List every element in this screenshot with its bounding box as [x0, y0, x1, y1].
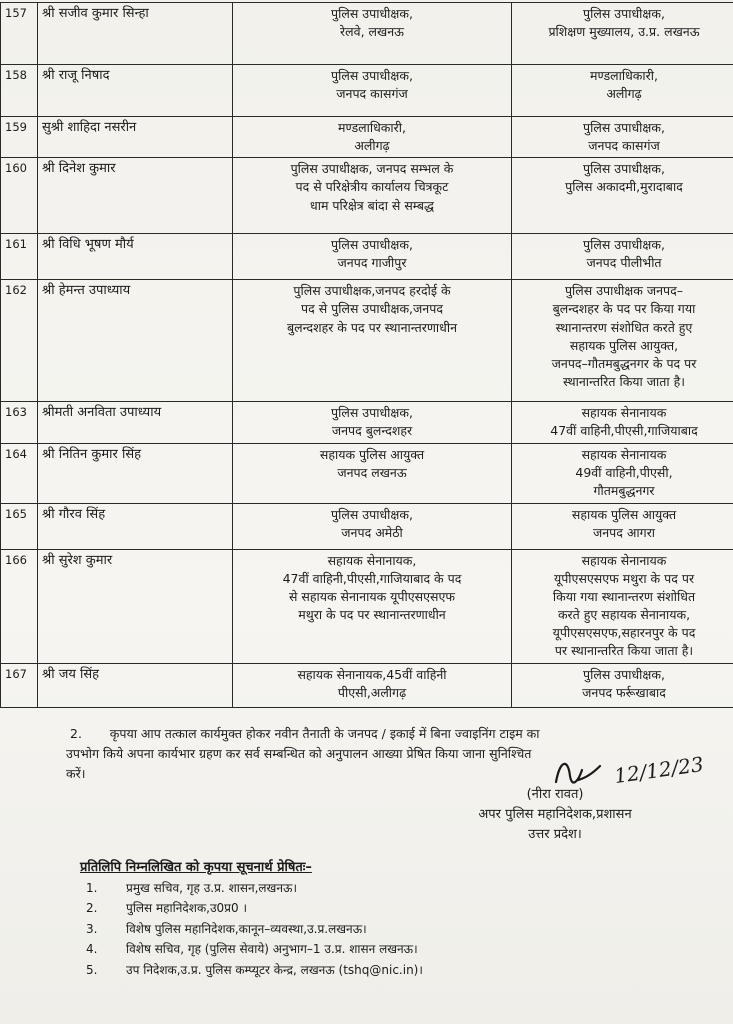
- table-row: [1, 663, 733, 707]
- posting-line: सहायक सेनानायक: [581, 446, 667, 462]
- posting-line: पुलिस उपाधीक्षक,: [583, 6, 665, 21]
- table-row: [1, 443, 733, 503]
- officer-name-cell: श्री जय सिंह: [38, 663, 233, 707]
- new-posting-cell: [512, 3, 733, 65]
- posting-line: जनपद–गौतमबुद्धनगर के पद पर: [551, 355, 697, 371]
- instruction-line-2: उपभोग किये अपना कार्यभार ग्रहण कर सर्व सम्बन्धित को अनुपालन आख्या प्रेषित किया जाना सुनिश्चित: [66, 746, 532, 761]
- posting-line: धाम परिक्षेत्र बांदा से सम्बद्ध: [310, 197, 434, 213]
- new-posting-cell: [512, 117, 733, 158]
- table-row: [1, 549, 733, 663]
- copy-recipient-item: [86, 878, 423, 898]
- table-row: [1, 503, 733, 549]
- posting-line: 47वीं वाहिनी,पीएसी,गाजियाबाद: [550, 423, 698, 439]
- current-posting-cell: [233, 234, 512, 280]
- posting-line: गौतमबुद्धनगर: [593, 482, 655, 498]
- officer-name: (नीरा रावत): [526, 787, 584, 802]
- serial-number-cell: 167: [1, 663, 38, 707]
- instruction-number: 2.: [70, 726, 82, 741]
- serial-number-cell: 157: [1, 3, 38, 65]
- serial-number-cell: 163: [1, 402, 38, 443]
- posting-line: जनपद फर्रूखाबाद: [582, 684, 666, 700]
- current-posting-cell: [233, 65, 512, 117]
- posting-line: पुलिस उपाधीक्षक,: [583, 120, 665, 135]
- posting-line: जनपद अमेठी: [341, 524, 403, 540]
- posting-line: मथुरा के पद पर स्थानान्तरणाधीन: [298, 606, 446, 622]
- posting-line: पुलिस उपाधीक्षक,: [331, 506, 413, 522]
- officer-name-cell: श्री सुरेश कुमार: [38, 549, 233, 663]
- posting-line: अलीगढ़: [354, 138, 390, 154]
- new-posting-cell: [512, 280, 733, 402]
- posting-line: सहायक पुलिस आयुक्त,: [569, 337, 679, 353]
- posting-line: सहायक सेनानायक,: [327, 552, 417, 568]
- posting-line: सहायक सेनानायक: [581, 552, 667, 568]
- posting-line: जनपद बुलन्दशहर: [331, 423, 413, 439]
- new-posting-cell: [512, 234, 733, 280]
- new-posting-cell: [512, 65, 733, 117]
- posting-line: प्रशिक्षण मुख्यालय, उ.प्र. लखनऊ: [548, 24, 700, 40]
- posting-line: पुलिस उपाधीक्षक,: [331, 237, 413, 253]
- posting-line: पुलिस अकादमी,मुरादाबाद: [565, 179, 683, 195]
- serial-number-cell: 164: [1, 443, 38, 503]
- posting-line: जनपद आगरा: [592, 524, 656, 540]
- posting-line: बुलन्दशहर के पद पर स्थानान्तरणाधीन: [286, 319, 458, 335]
- posting-line: पुलिस उपाधीक्षक,: [583, 666, 665, 682]
- posting-line: जनपद लखनऊ: [337, 464, 407, 480]
- copy-recipient-item: [86, 960, 423, 980]
- posting-line: यूपीएसएसएफ,सहारनपुर के पद: [552, 625, 696, 640]
- posting-line: सहायक सेनानायक,45वीं वाहिनी: [297, 666, 447, 682]
- current-posting-cell: [233, 117, 512, 158]
- posting-line: 49वीं वाहिनी,पीएसी,: [575, 464, 673, 480]
- posting-line: स्थानान्तरित किया जाता है।: [563, 373, 685, 389]
- copy-heading: प्रतिलिपि निम्नलिखित को कृपया सूचनार्थ प्रेषितः–: [80, 860, 312, 875]
- current-posting-cell: [233, 3, 512, 65]
- table-row: [1, 65, 733, 117]
- copy-item-text: प्रमुख सचिव, गृह उ.प्र. शासन,लखनऊ।: [126, 881, 298, 895]
- posting-line: से सहायक सेनानायक यूपीएसएसएफ: [288, 588, 456, 604]
- table-row: [1, 117, 733, 158]
- serial-number-cell: 165: [1, 503, 38, 549]
- copy-item-number: 5.: [86, 962, 98, 977]
- posting-line: जनपद पीलीभीत: [586, 255, 662, 271]
- copy-item-number: 4.: [86, 942, 98, 957]
- officer-name-cell: सुश्री शाहिदा नसरीन: [38, 117, 233, 158]
- copy-item-text: विशेष पुलिस महानिदेशक,कानून–व्यवस्था,उ.प्र.लखनऊ।: [126, 921, 367, 936]
- posting-line: पुलिस उपाधीक्षक,: [583, 237, 665, 253]
- table-row: [1, 158, 733, 234]
- posting-line: सहायक पुलिस आयुक्त: [571, 506, 677, 522]
- table-row: [1, 280, 733, 402]
- posting-line: स्थानान्तरण संशोधित करते हुए: [555, 319, 693, 335]
- copy-item-text: उप निदेशक,उ.प्र. पुलिस कम्प्यूटर केन्द्र, लखनऊ (tshq@nic.in)।: [126, 962, 423, 977]
- serial-number-cell: 160: [1, 158, 38, 234]
- posting-line: अलीगढ़: [606, 86, 642, 102]
- posting-line: मण्डलाधिकारी,: [590, 68, 658, 83]
- officer-name-cell: श्री राजू निषाद: [38, 65, 233, 117]
- new-posting-cell: [512, 549, 733, 663]
- copy-recipient-list: [86, 878, 423, 980]
- officer-state: उत्तर प्रदेश।: [528, 827, 582, 843]
- current-posting-cell: [233, 280, 512, 402]
- transfer-table: [0, 2, 733, 708]
- posting-line: जनपद गाजीपुर: [337, 255, 407, 271]
- officer-name-cell: श्री हेमन्त उपाध्याय: [38, 280, 233, 402]
- current-posting-cell: [233, 549, 512, 663]
- serial-number-cell: 162: [1, 280, 38, 402]
- posting-line: पद से पुलिस उपाधीक्षक,जनपद: [301, 301, 443, 317]
- copy-item-number: 3.: [86, 921, 98, 936]
- copy-item-number: 2.: [86, 901, 98, 916]
- posting-line: करते हुए सहायक सेनानायक,: [557, 606, 691, 622]
- serial-number-cell: 159: [1, 117, 38, 158]
- copy-recipient-item: [86, 898, 423, 918]
- posting-line: सहायक सेनानायक: [581, 405, 667, 421]
- serial-number-cell: 161: [1, 234, 38, 280]
- posting-line: यूपीएसएसएफ मथुरा के पद पर: [553, 570, 695, 586]
- serial-number-cell: 166: [1, 549, 38, 663]
- copy-item-text: पुलिस महानिदेशक,उ0प्र0 ।: [126, 901, 248, 916]
- posting-line: पुलिस उपाधीक्षक,: [331, 6, 413, 21]
- copy-item-number: 1.: [86, 881, 98, 895]
- posting-line: सहायक पुलिस आयुक्त: [319, 446, 425, 462]
- signature-date: 12/12/23: [612, 751, 706, 789]
- posting-line: पर स्थानान्तरित किया जाता है।: [554, 643, 694, 659]
- table-row: [1, 3, 733, 65]
- officer-name-cell: श्रीमती अनविता उपाध्याय: [38, 402, 233, 443]
- instruction-line-1: कृपया आप तत्काल कार्यमुक्त होकर नवीन तैनाती के जनपद / इकाई में बिना ज्वाइनिंग टाइम का: [109, 726, 540, 741]
- posting-line: किया गया स्थानान्तरण संशोधित: [552, 588, 696, 604]
- posting-line: जनपद कासगंज: [588, 138, 660, 154]
- new-posting-cell: [512, 503, 733, 549]
- new-posting-cell: [512, 158, 733, 234]
- new-posting-cell: [512, 402, 733, 443]
- officer-designation: अपर पुलिस महानिदेशक,प्रशासन: [478, 807, 632, 823]
- posting-line: मण्डलाधिकारी,: [338, 120, 406, 135]
- table-row: [1, 234, 733, 280]
- officer-name-cell: श्री विधि भूषण मौर्य: [38, 234, 233, 280]
- posting-line: पुलिस उपाधीक्षक, जनपद सम्भल के: [290, 161, 454, 177]
- table-row: [1, 402, 733, 443]
- posting-line: बुलन्दशहर के पद पर किया गया: [552, 301, 696, 317]
- officer-name-cell: श्री दिनेश कुमार: [38, 158, 233, 234]
- posting-line: पुलिस उपाधीक्षक,: [331, 405, 413, 421]
- copy-recipient-item: [86, 919, 423, 939]
- copy-item-text: विशेष सचिव, गृह (पुलिस सेवाये) अनुभाग–1 उ.प्र. शासन लखनऊ।: [126, 942, 418, 957]
- officer-name-cell: श्री गौरव सिंह: [38, 503, 233, 549]
- serial-number-cell: 158: [1, 65, 38, 117]
- posting-line: पुलिस उपाधीक्षक,जनपद हरदोई के: [293, 283, 451, 299]
- current-posting-cell: [233, 402, 512, 443]
- new-posting-cell: [512, 443, 733, 503]
- posting-line: पीएसी,अलीगढ़: [337, 684, 407, 700]
- transfer-table-body: [1, 3, 733, 708]
- posting-line: पुलिस उपाधीक्षक जनपद–: [564, 283, 684, 299]
- posting-line: पुलिस उपाधीक्षक,: [583, 161, 665, 177]
- officer-name-cell: श्री सजीव कुमार सिन्हा: [38, 3, 233, 65]
- new-posting-cell: [512, 663, 733, 707]
- current-posting-cell: [233, 158, 512, 234]
- signing-officer: [435, 785, 675, 845]
- current-posting-cell: [233, 663, 512, 707]
- current-posting-cell: [233, 443, 512, 503]
- copy-recipient-item: [86, 939, 423, 959]
- posting-line: पुलिस उपाधीक्षक,: [331, 68, 413, 83]
- posting-line: रेलवे, लखनऊ: [340, 24, 404, 40]
- posting-line: 47वीं वाहिनी,पीएसी,गाजियाबाद के पद: [282, 570, 462, 586]
- officer-name-cell: श्री नितिन कुमार सिंह: [38, 443, 233, 503]
- posting-line: जनपद कासगंज: [336, 86, 408, 102]
- current-posting-cell: [233, 503, 512, 549]
- instruction-line-3: करें।: [66, 766, 86, 781]
- posting-line: पद से परिक्षेत्रीय कार्यालय चित्रकूट: [295, 179, 449, 195]
